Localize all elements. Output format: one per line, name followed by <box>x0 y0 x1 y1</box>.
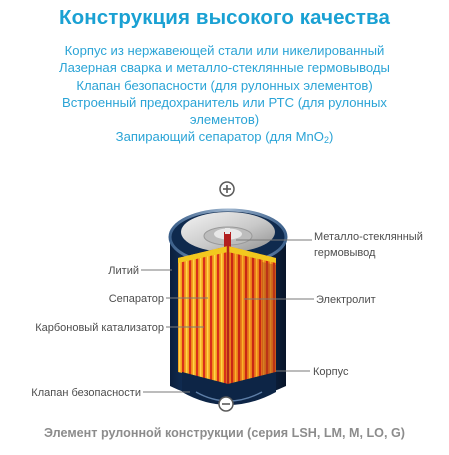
label-feedthrough-line2: гермовывод <box>314 247 376 259</box>
label-lithium: Литий <box>108 265 139 277</box>
feature-text: Лазерная сварка и металло-стеклянные гермовыводы <box>59 60 390 76</box>
label-valve: Клапан безопасности <box>31 387 141 399</box>
feature-text: Клапан безопасности (для рулонных элементов) <box>76 77 373 93</box>
feature-text-end: ) <box>328 129 334 145</box>
feature-text: Запирающий сепаратор (для MnO <box>115 129 324 145</box>
label-feedthrough-line1: Металло-стеклянный <box>314 231 423 243</box>
figure-caption: Элемент рулонной конструкции (серия LSH, LM, M, LO, G) <box>44 426 405 440</box>
feature-subscript: 2 <box>323 135 329 146</box>
rolled-electrode-stack <box>178 246 276 384</box>
plus-terminal-icon <box>220 182 234 196</box>
page-title: Конструкция высокого качества <box>59 6 390 29</box>
label-case: Корпус <box>313 366 349 378</box>
feature-text: Корпус из нержавеющей стали или никелированный <box>64 43 385 58</box>
label-separator: Сепаратор <box>108 293 164 305</box>
label-catalyst: Карбоновый катализатор <box>35 322 164 334</box>
minus-terminal-icon <box>219 397 233 411</box>
label-electrolyte: Электролит <box>316 294 376 306</box>
feature-text: Встроенный предохранитель или РТС (для рулонных <box>62 94 387 110</box>
feature-text: элементов) <box>189 112 260 128</box>
